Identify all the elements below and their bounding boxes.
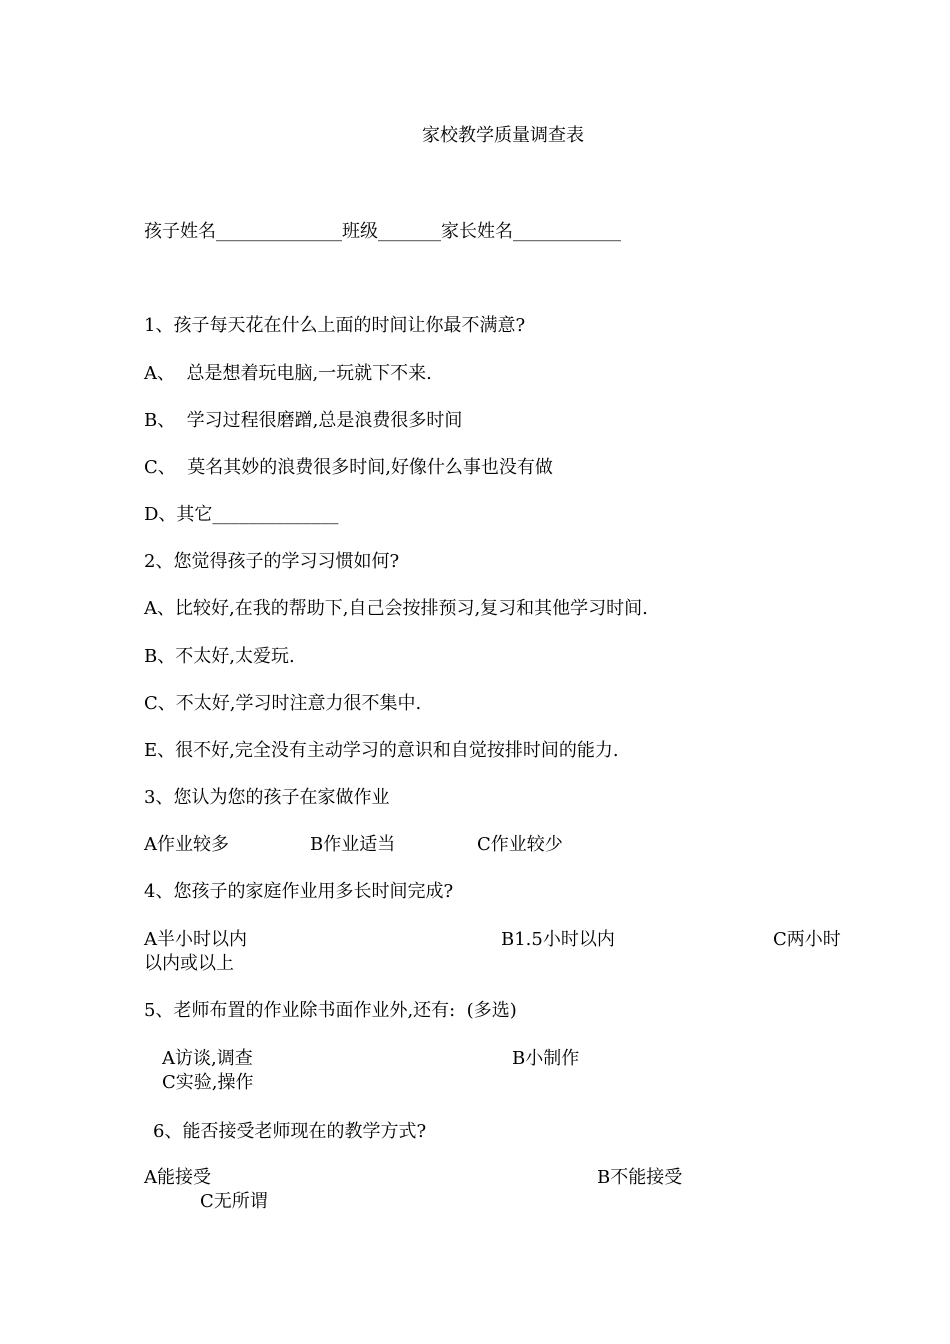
q1-option-b: B、 学习过程很磨蹭,总是浪费很多时间 [144,410,463,431]
info-line: 孩子姓名______________班级_______家长姓名____________ [144,221,621,242]
q6-question: 6、能否接受老师现在的教学方式? [153,1121,427,1142]
q4-option-c-continued: 以内或以上 [144,953,234,974]
q4-option-c: C两小时 [773,929,841,950]
q1-question: 1、孩子每天花在什么上面的时间让你最不满意? [144,315,526,336]
q3-option-a: A作业较多 [144,834,229,855]
q2-option-e: E、很不好,完全没有主动学习的意识和自觉按排时间的能力. [144,740,619,761]
q5-option-a: A访谈,调查 [162,1048,253,1069]
q5-option-b: B小制作 [512,1048,580,1069]
q5-question: 5、老师布置的作业除书面作业外,还有: (多选) [144,1000,517,1021]
q3-question: 3、您认为您的孩子在家做作业 [144,787,390,808]
q4-question: 4、您孩子的家庭作业用多长时间完成? [144,881,454,902]
q1-option-c: C、 莫名其妙的浪费很多时间,好像什么事也没有做 [144,457,553,478]
q2-question: 2、您觉得孩子的学习习惯如何? [144,551,400,572]
q5-option-c: C实验,操作 [162,1072,254,1093]
q2-option-c: C、不太好,学习时注意力很不集中. [144,693,422,714]
q4-option-a: A半小时以内 [144,929,247,950]
q1-option-d: D、其它______________ [144,504,339,525]
q1-option-a: A、 总是想着玩电脑,一玩就下不来. [144,363,432,384]
q2-option-a: A、比较好,在我的帮助下,自己会按排预习,复习和其他学习时间. [144,598,648,619]
q3-option-c: C作业较少 [477,834,563,855]
q2-option-b: B、不太好,太爱玩. [144,646,295,667]
q6-option-a: A能接受 [144,1167,211,1188]
q6-option-b: B不能接受 [597,1167,683,1188]
q3-option-b: B作业适当 [310,834,396,855]
q6-option-c: C无所谓 [200,1191,268,1212]
page-title: 家校教学质量调查表 [422,125,584,146]
q4-option-b: B1.5小时以内 [501,929,615,950]
